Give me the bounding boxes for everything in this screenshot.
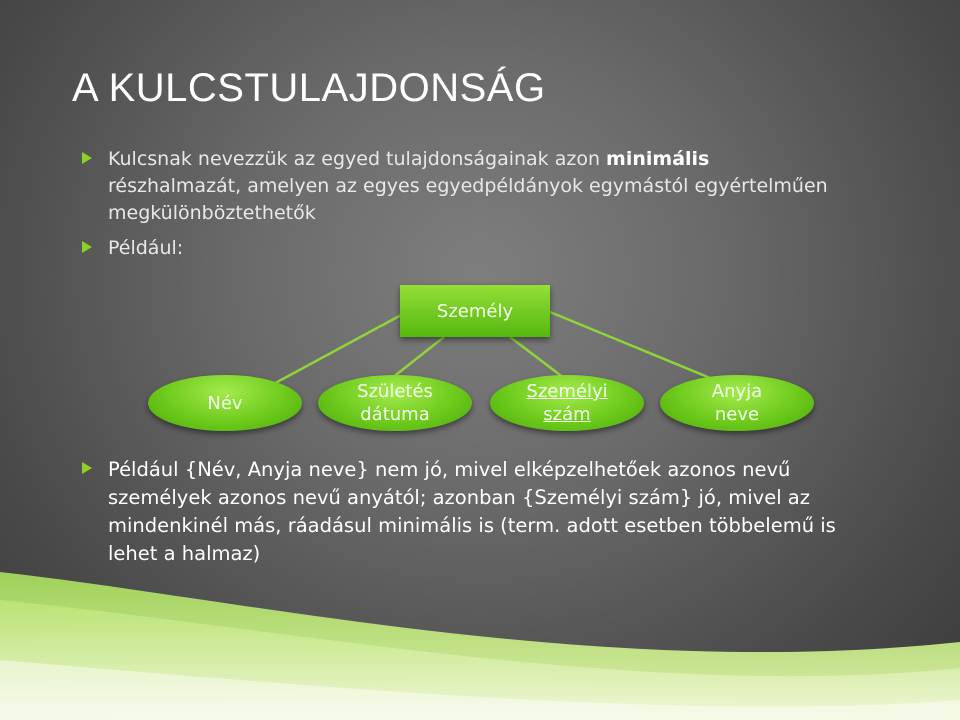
attribute-label-line1: Születés (357, 381, 433, 402)
bullet-arrow-icon (82, 241, 92, 253)
bullet-text-part2: részhalmazát, amelyen az egyes egyedpéldányok egymástól egyértelműen megkülönböztethetők (108, 175, 828, 224)
attribute-label-line2: neve (714, 404, 760, 425)
entity-box (400, 285, 550, 337)
bullet-text-part1: Kulcsnak nevezzük az egyed tulajdonságainak azon (108, 148, 607, 170)
bullet-arrow-icon (82, 152, 92, 164)
connector-line-szuletes (392, 337, 444, 378)
attribute-label-line1: Személyi (526, 381, 608, 402)
attribute-oval-anyja (660, 375, 814, 431)
bullet-list (82, 146, 882, 262)
attribute-label-line1: Anyja (711, 381, 763, 402)
bullet-text-bold: minimális (606, 148, 710, 170)
bullet-arrow-icon (82, 462, 92, 474)
bullet-text: Például: (108, 237, 184, 259)
attribute-label: Név (207, 392, 243, 414)
entity-label: Személy (436, 300, 514, 322)
attribute-oval-szuletes (318, 375, 472, 431)
attribute-label-line2: dátuma (360, 404, 430, 425)
attribute-oval-nev (148, 375, 302, 431)
connector-line-szemelyi (510, 337, 564, 378)
slide-title: A KULCSTULAJDONSÁG (72, 66, 546, 110)
bullet-example-label (82, 235, 882, 262)
attribute-oval-szemelyi-key (490, 375, 644, 431)
bullet-list-bottom (82, 456, 882, 568)
attribute-label-line2: szám (543, 404, 591, 425)
connector-line-anyja (550, 312, 715, 380)
bullet-text: Például {Név, Anyja neve} nem jó, mivel elképzelhetőek azonos nevű személyek azonos nevű anyától; azonban {Személyi szám} jó, mivel az mindenkinél más, ráadásul minimális is (term. adott esetben többelemű is lehet a halmaz) (108, 458, 836, 565)
bullet-key-example (82, 456, 882, 568)
bullet-key-definition (82, 146, 828, 227)
